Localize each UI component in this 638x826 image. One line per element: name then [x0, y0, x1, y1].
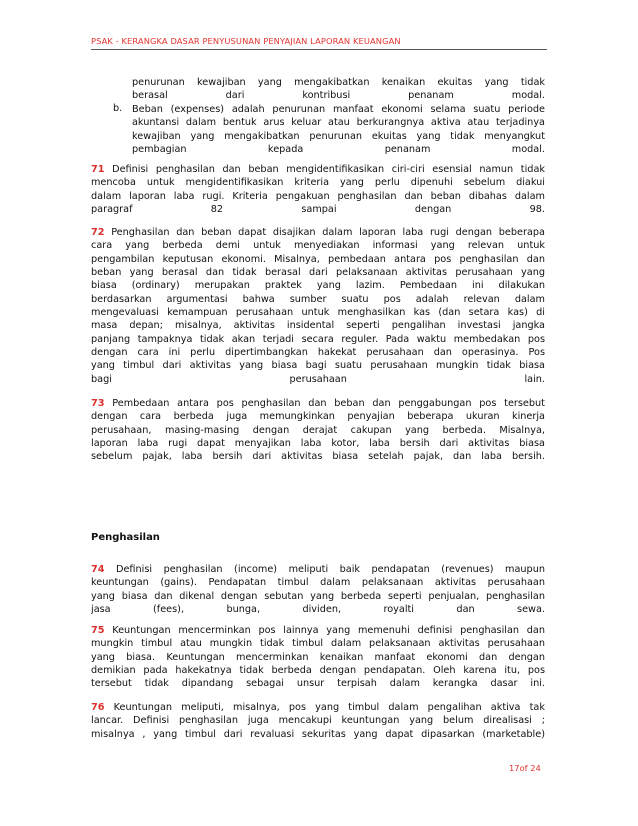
text-line: cara yang berbeda demi untuk menyediakan informasi yang relevan untuk [91, 240, 545, 252]
text-line: misalnya , yang timbul dari revaluasi sekuritas yang dapat dipasarkan (marketable) [91, 728, 545, 740]
text-line: perusahaan, masing-masing dengan derajat cakupan yang berbeda. Misalnya, [91, 424, 545, 436]
paragraph-number: 75 [91, 625, 105, 636]
item-b [132, 103, 545, 156]
text-line: Beban (expenses) adalah penurunan manfaat ekonomi selama suatu periode [132, 104, 545, 115]
paragraph-75 [91, 624, 545, 691]
text-line: tersebut tidak dipandang sebagai unsur terpisah dalam kerangka dasar ini. [91, 678, 545, 690]
paragraph-71 [91, 163, 545, 216]
text-line: yang biasa. Keuntungan mencerminkan kenaikan manfaat ekonomi dan dengan [91, 651, 545, 663]
section-heading: Penghasilan [91, 532, 160, 543]
text-line: 72 Penghasilan dan beban dapat disajikan dalam laporan laba rugi dengan beberapa [91, 227, 545, 238]
text-line: yang timbul dari aktivitas yang biasa bagi suatu perusahaan mungkin tidak biasa [91, 360, 545, 372]
paragraph-73 [91, 397, 545, 464]
text-line: akuntansi dalam bentuk arus keluar atau berkurangnya aktiva atau terjadinya [132, 117, 545, 129]
text-line: 74 Definisi penghasilan (income) meliputi baik pendapatan (revenues) maupun [91, 564, 545, 575]
text-line: paragraf 82 sampai dengan 98. [91, 204, 545, 216]
text-line: lancar. Definisi penghasilan juga mencakupi keuntungan yang belum direalisasi ; [91, 715, 545, 727]
paragraph-number: 73 [91, 398, 105, 409]
text-line: mungkin timbul atau mungkin tidak timbul dalam pelaksanaan aktivitas perusahaan [91, 638, 545, 650]
text-line: biasa (ordinary) merupakan praktek yang lazim. Pembedaan ini dilakukan [91, 280, 545, 292]
text-line: bagi perusahaan lain. [91, 373, 545, 385]
text-line: penurunan kewajiban yang mengakibatkan kenaikan ekuitas yang tidak [132, 77, 545, 88]
page-number: 17of 24 [509, 763, 541, 773]
paragraph-number: 72 [91, 227, 105, 238]
paragraph-76 [91, 701, 545, 741]
running-header: PSAK - KERANGKA DASAR PENYUSUNAN PENYAJIAN LAPORAN KEUANGAN [91, 36, 401, 46]
text-line: panjang tampaknya tidak akan terjadi secara reguler. Pada waktu membedakan pos [91, 333, 545, 345]
paragraph-number: 71 [91, 164, 105, 175]
paragraph-number: 74 [91, 564, 105, 575]
text-line: masa depan; misalnya, aktivitas insidental seperti pengalihan investasi jangka [91, 320, 545, 332]
text-line: berdasarkan argumentasi bahwa sumber suatu pos adalah relevan dalam [91, 293, 545, 305]
text-line: 76 Keuntungan meliputi, misalnya, pos yang timbul dalam pengalihan aktiva tak [91, 702, 545, 713]
text-line: dengan cara berbeda juga memungkinkan penyajian beberapa ukuran kinerja [91, 411, 545, 423]
text-line: dalam laporan laba rugi. Kriteria pengakuan penghasilan dan beban dibahas dalam [91, 190, 545, 202]
text-line: beban yang berasal dan tidak berasal dari pelaksanaan aktivitas perusahaan yang [91, 267, 545, 279]
text-line: kewajiban yang mengakibatkan penurunan ekuitas yang tidak menyangkut [132, 130, 545, 142]
paragraph-74 [91, 563, 545, 616]
text-line: pengambilan keputusan ekonomi. Misalnya, pembedaan antara pos penghasilan dan [91, 253, 545, 265]
text-line: jasa (fees), bunga, dividen, royalti dan sewa. [91, 604, 545, 616]
text-line: yang biasa dan dikenal dengan sebutan yang berbeda seperti penjualan, penghasilan [91, 590, 545, 602]
list-letter: b. [113, 103, 123, 114]
text-line: mengevaluasi kemampuan perusahaan untuk menghasilkan kas (dan setara kas) di [91, 307, 545, 319]
text-line: 71 Definisi penghasilan dan beban mengidentifikasikan ciri-ciri esensial namun tidak [91, 164, 545, 175]
text-line: keuntungan (gains). Pendapatan timbul dalam pelaksanaan aktivitas perusahaan [91, 577, 545, 589]
paragraph-number: 76 [91, 702, 105, 713]
text-line: laporan laba rugi dapat menyajikan laba kotor, laba bersih dari aktivitas biasa [91, 438, 545, 450]
text-line: pembagian kepada penanam modal. [132, 144, 545, 156]
item-a-continuation [132, 76, 545, 103]
text-line: sebelum pajak, laba bersih dari aktivitas biasa setelah pajak, dan laba bersih. [91, 451, 545, 463]
paragraph-72 [91, 226, 545, 386]
text-line: dengan cara ini perlu dipertimbangkan hakekat perusahaan dan operasinya. Pos [91, 347, 545, 359]
text-line: 75 Keuntungan mencerminkan pos lainnya yang memenuhi definisi penghasilan dan [91, 625, 545, 636]
text-line: berasal dari kontribusi penanam modal. [132, 90, 545, 102]
header-rule [91, 49, 547, 50]
text-line: demikian pada hakekatnya tidak berbeda dengan pendapatan. Oleh karena itu, pos [91, 665, 545, 677]
text-line: mencoba untuk mengidentifikasikan kriteria yang perlu dipenuhi sebelum diakui [91, 177, 545, 189]
text-line: 73 Pembedaan antara pos penghasilan dan beban dan penggabungan pos tersebut [91, 398, 545, 409]
